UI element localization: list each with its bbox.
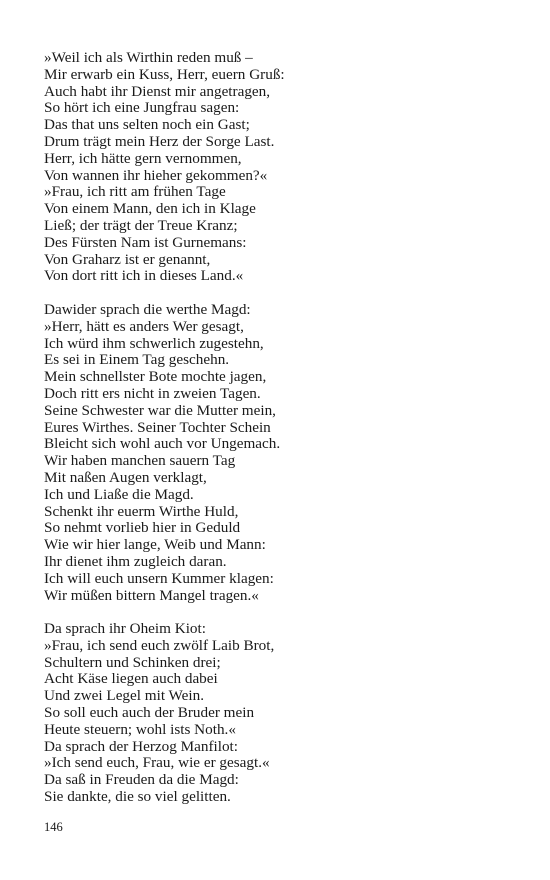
verse-line: Seine Schwester war die Mutter mein, xyxy=(44,401,276,419)
verse-line: So soll euch auch der Bruder mein xyxy=(44,704,255,722)
verse-line: Da sprach der Herzog Manfilot: xyxy=(44,737,238,755)
verse-line: Herr, ich hätte gern vernommen, xyxy=(44,149,242,167)
verse-line: Es sei in Einem Tag geschehn. xyxy=(44,351,230,369)
verse-line: »Frau, ich ritt am frühen Tage xyxy=(44,183,226,201)
verse-line: So nehmt vorlieb hier in Geduld xyxy=(44,519,241,537)
verse-line: Mir erwarb ein Kuss, Herr, euern Gruß: xyxy=(44,65,285,83)
verse-line: Mein schnellster Bote mochte jagen, xyxy=(44,368,267,386)
stanza xyxy=(44,621,514,806)
verse-line: Von wannen ihr hieher gekommen?« xyxy=(44,166,268,184)
verse-line: Eures Wirthes. Seiner Tochter Schein xyxy=(44,418,271,436)
verse-line: Von einem Mann, den ich in Klage xyxy=(44,200,256,218)
verse-line: »Frau, ich send euch zwölf Laib Brot, xyxy=(44,636,275,654)
verse-line: Von dort ritt ich in dieses Land.« xyxy=(44,267,244,285)
verse-line: Von Graharz ist er genannt, xyxy=(44,250,211,268)
verse-line: Da saß in Freuden da die Magd: xyxy=(44,771,239,789)
verse-line: Ließ; der trägt der Treue Kranz; xyxy=(44,216,238,234)
verse-line: Schenkt ihr euerm Wirthe Huld, xyxy=(44,502,239,520)
verse-line: Acht Käse liegen auch dabei xyxy=(44,670,218,688)
verse-line: Bleicht sich wohl auch vor Ungemach. xyxy=(44,435,281,453)
verse-line: Wir müßen bittern Mangel tragen.« xyxy=(44,586,259,604)
verse-line: Drum trägt mein Herz der Sorge Last. xyxy=(44,132,275,150)
verse-line: »Herr, hätt es anders Wer gesagt, xyxy=(44,317,244,335)
verse-line: Wie wir hier lange, Weib und Mann: xyxy=(44,536,266,554)
verse-line: Da sprach ihr Oheim Kiot: xyxy=(44,620,206,638)
verse-line: Heute steuern; wohl ists Noth.« xyxy=(44,720,236,738)
verse-line: Und zwei Legel mit Wein. xyxy=(44,687,205,705)
stanza xyxy=(44,50,514,285)
verse-line: Ich würd ihm schwerlich zugestehn, xyxy=(44,334,264,352)
verse-line: Mit naßen Augen verklagt, xyxy=(44,468,207,486)
page-number: 146 xyxy=(44,820,63,834)
verse-line: Dawider sprach die werthe Magd: xyxy=(44,300,251,318)
verse-line: Das that uns selten noch ein Gast; xyxy=(44,116,250,134)
verse-line: So hört ich eine Jungfrau sagen: xyxy=(44,99,240,117)
verse-line: »Ich send euch, Frau, wie er gesagt.« xyxy=(44,754,270,772)
verse-line: Auch habt ihr Dienst mir angetragen, xyxy=(44,82,271,100)
verse-line: Ich und Liaße die Magd. xyxy=(44,485,194,503)
verse-line: Ihr dienet ihm zugleich daran. xyxy=(44,552,227,570)
verse-line: »Weil ich als Wirthin reden muß – xyxy=(44,49,253,66)
verse-line: Des Fürsten Nam ist Gurnemans: xyxy=(44,233,247,251)
verse-line: Doch ritt ers nicht in zweien Tagen. xyxy=(44,384,261,402)
verse-line: Ich will euch unsern Kummer klagen: xyxy=(44,569,274,587)
stanza xyxy=(44,302,514,604)
verse-line: Sie dankte, die so viel gelitten. xyxy=(44,788,231,806)
verse-line: Schultern und Schinken drei; xyxy=(44,653,221,671)
verse-line: Wir haben manchen sauern Tag xyxy=(44,452,236,470)
poem-text xyxy=(44,50,514,806)
